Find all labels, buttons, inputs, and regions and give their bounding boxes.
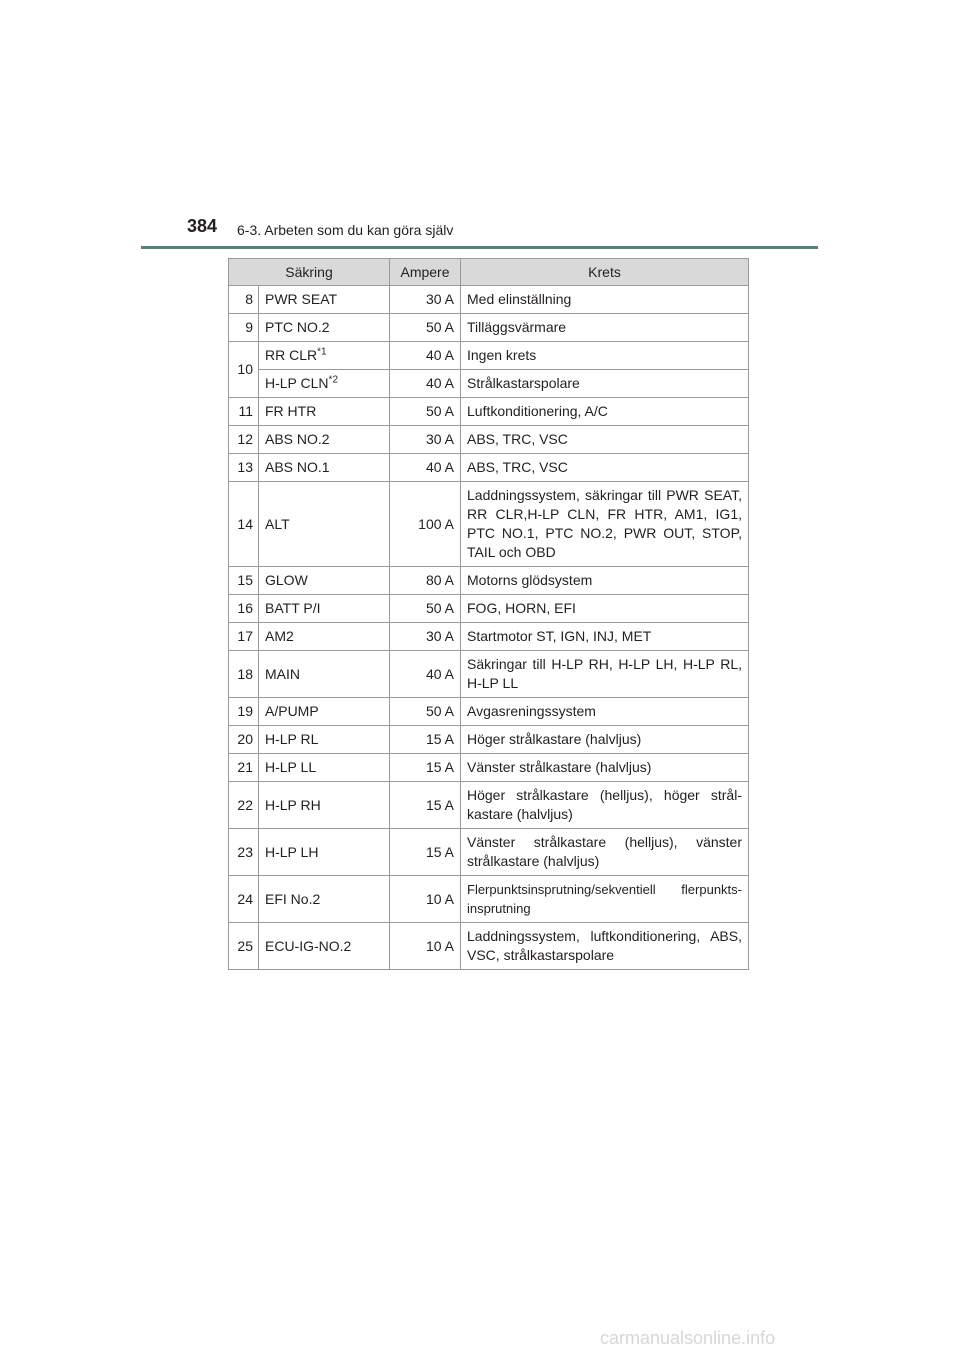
column-header-fuse: Säkring xyxy=(229,259,390,286)
table-row xyxy=(229,454,749,482)
table-row xyxy=(229,623,749,651)
fuse-name: A/PUMP xyxy=(259,698,390,726)
fuse-name: ABS NO.2 xyxy=(259,426,390,454)
fuse-circuit: Avgasreningssystem xyxy=(461,698,749,726)
fuse-number: 20 xyxy=(229,726,259,754)
fuse-circuit: Med elinställning xyxy=(461,286,749,314)
footnote-marker: *1 xyxy=(317,346,327,358)
fuse-circuit: Flerpunktsinsprutning/sekventiell flerpunkts-insprutning xyxy=(461,876,749,923)
fuse-circuit: Tilläggsvärmare xyxy=(461,314,749,342)
fuse-ampere: 50 A xyxy=(390,314,461,342)
fuse-ampere: 10 A xyxy=(390,923,461,970)
table-row xyxy=(229,782,749,829)
fuse-ampere: 40 A xyxy=(390,454,461,482)
fuse-name: H-LP LH xyxy=(259,829,390,876)
fuse-name-text: H-LP CLN xyxy=(265,375,329,391)
table-row xyxy=(229,567,749,595)
table-row xyxy=(229,726,749,754)
fuse-number: 21 xyxy=(229,754,259,782)
fuse-name: H-LP LL xyxy=(259,754,390,782)
fuse-number: 22 xyxy=(229,782,259,829)
fuse-name: PWR SEAT xyxy=(259,286,390,314)
footnote-marker: *2 xyxy=(328,374,338,386)
fuse-ampere: 80 A xyxy=(390,567,461,595)
fuse-ampere: 30 A xyxy=(390,426,461,454)
fuse-number: 25 xyxy=(229,923,259,970)
fuse-ampere: 15 A xyxy=(390,726,461,754)
fuse-ampere: 30 A xyxy=(390,623,461,651)
fuse-circuit: Laddningssystem, säkringar till PWR SEAT, RR CLR,H-LP CLN, FR HTR, AM1, IG1, PTC NO.1, PTC NO.2, PWR OUT, STOP, TAIL och OBD xyxy=(461,482,749,567)
fuse-number: 12 xyxy=(229,426,259,454)
table-row xyxy=(229,286,749,314)
fuse-name: PTC NO.2 xyxy=(259,314,390,342)
fuse-number: 8 xyxy=(229,286,259,314)
table-row xyxy=(229,923,749,970)
fuse-ampere: 30 A xyxy=(390,286,461,314)
fuse-ampere: 15 A xyxy=(390,829,461,876)
fuse-name: ECU-IG-NO.2 xyxy=(259,923,390,970)
table-row xyxy=(229,651,749,698)
table-row xyxy=(229,426,749,454)
fuse-number: 18 xyxy=(229,651,259,698)
fuse-circuit: Laddningssystem, luftkonditionering, ABS, VSC, strålkastarspolare xyxy=(461,923,749,970)
fuse-table xyxy=(228,258,749,970)
fuse-name: EFI No.2 xyxy=(259,876,390,923)
table-row xyxy=(229,698,749,726)
fuse-ampere: 50 A xyxy=(390,398,461,426)
table-row xyxy=(229,829,749,876)
fuse-number: 19 xyxy=(229,698,259,726)
fuse-name-text: RR CLR xyxy=(265,347,318,363)
fuse-ampere: 50 A xyxy=(390,698,461,726)
fuse-ampere: 15 A xyxy=(390,754,461,782)
page-number: 384 xyxy=(187,216,218,236)
fuse-ampere: 40 A xyxy=(390,342,461,370)
fuse-circuit: Startmotor ST, IGN, INJ, MET xyxy=(461,623,749,651)
fuse-name: FR HTR xyxy=(259,398,390,426)
fuse-number: 13 xyxy=(229,454,259,482)
fuse-circuit: Vänster strålkastare (halvljus) xyxy=(461,754,749,782)
table-row xyxy=(229,370,749,398)
fuse-circuit: Vänster strålkastare (helljus), vänster strålkastare (halvljus) xyxy=(461,829,749,876)
fuse-ampere: 100 A xyxy=(390,482,461,567)
fuse-circuit: Motorns glödsystem xyxy=(461,567,749,595)
table-row xyxy=(229,754,749,782)
fuse-ampere: 15 A xyxy=(390,782,461,829)
column-header-circuit: Krets xyxy=(461,259,749,286)
fuse-number: 16 xyxy=(229,595,259,623)
fuse-number: 11 xyxy=(229,398,259,426)
fuse-name: ABS NO.1 xyxy=(259,454,390,482)
fuse-circuit: Luftkonditionering, A/C xyxy=(461,398,749,426)
table-row xyxy=(229,482,749,567)
fuse-circuit: Höger strålkastare (halvljus) xyxy=(461,726,749,754)
fuse-circuit: Höger strålkastare (helljus), höger strål-kastare (halvljus) xyxy=(461,782,749,829)
fuse-name: ALT xyxy=(259,482,390,567)
page-header xyxy=(141,216,818,249)
table-row xyxy=(229,342,749,370)
section-title: 6-3. Arbeten som du kan göra själv xyxy=(237,222,454,238)
fuse-number: 10 xyxy=(229,342,259,398)
fuse-name: H-LP RL xyxy=(259,726,390,754)
fuse-name xyxy=(259,342,390,370)
table-row xyxy=(229,398,749,426)
table-row xyxy=(229,876,749,923)
fuse-circuit: Strålkastarspolare xyxy=(461,370,749,398)
watermark: carmanualsonline.info xyxy=(600,1328,776,1348)
fuse-number: 24 xyxy=(229,876,259,923)
fuse-name xyxy=(259,370,390,398)
fuse-ampere: 40 A xyxy=(390,651,461,698)
fuse-name: H-LP RH xyxy=(259,782,390,829)
table-header-row xyxy=(229,259,749,286)
fuse-name: AM2 xyxy=(259,623,390,651)
fuse-name: MAIN xyxy=(259,651,390,698)
fuse-circuit: Ingen krets xyxy=(461,342,749,370)
table-row xyxy=(229,595,749,623)
fuse-number: 15 xyxy=(229,567,259,595)
fuse-ampere: 40 A xyxy=(390,370,461,398)
fuse-number: 23 xyxy=(229,829,259,876)
fuse-circuit: Säkringar till H-LP RH, H-LP LH, H-LP RL, H-LP LL xyxy=(461,651,749,698)
fuse-name: GLOW xyxy=(259,567,390,595)
fuse-ampere: 10 A xyxy=(390,876,461,923)
column-header-ampere: Ampere xyxy=(390,259,461,286)
fuse-ampere: 50 A xyxy=(390,595,461,623)
fuse-number: 17 xyxy=(229,623,259,651)
fuse-name: BATT P/I xyxy=(259,595,390,623)
table-row xyxy=(229,314,749,342)
fuse-circuit: ABS, TRC, VSC xyxy=(461,454,749,482)
fuse-number: 14 xyxy=(229,482,259,567)
fuse-number: 9 xyxy=(229,314,259,342)
fuse-circuit: FOG, HORN, EFI xyxy=(461,595,749,623)
fuse-circuit: ABS, TRC, VSC xyxy=(461,426,749,454)
